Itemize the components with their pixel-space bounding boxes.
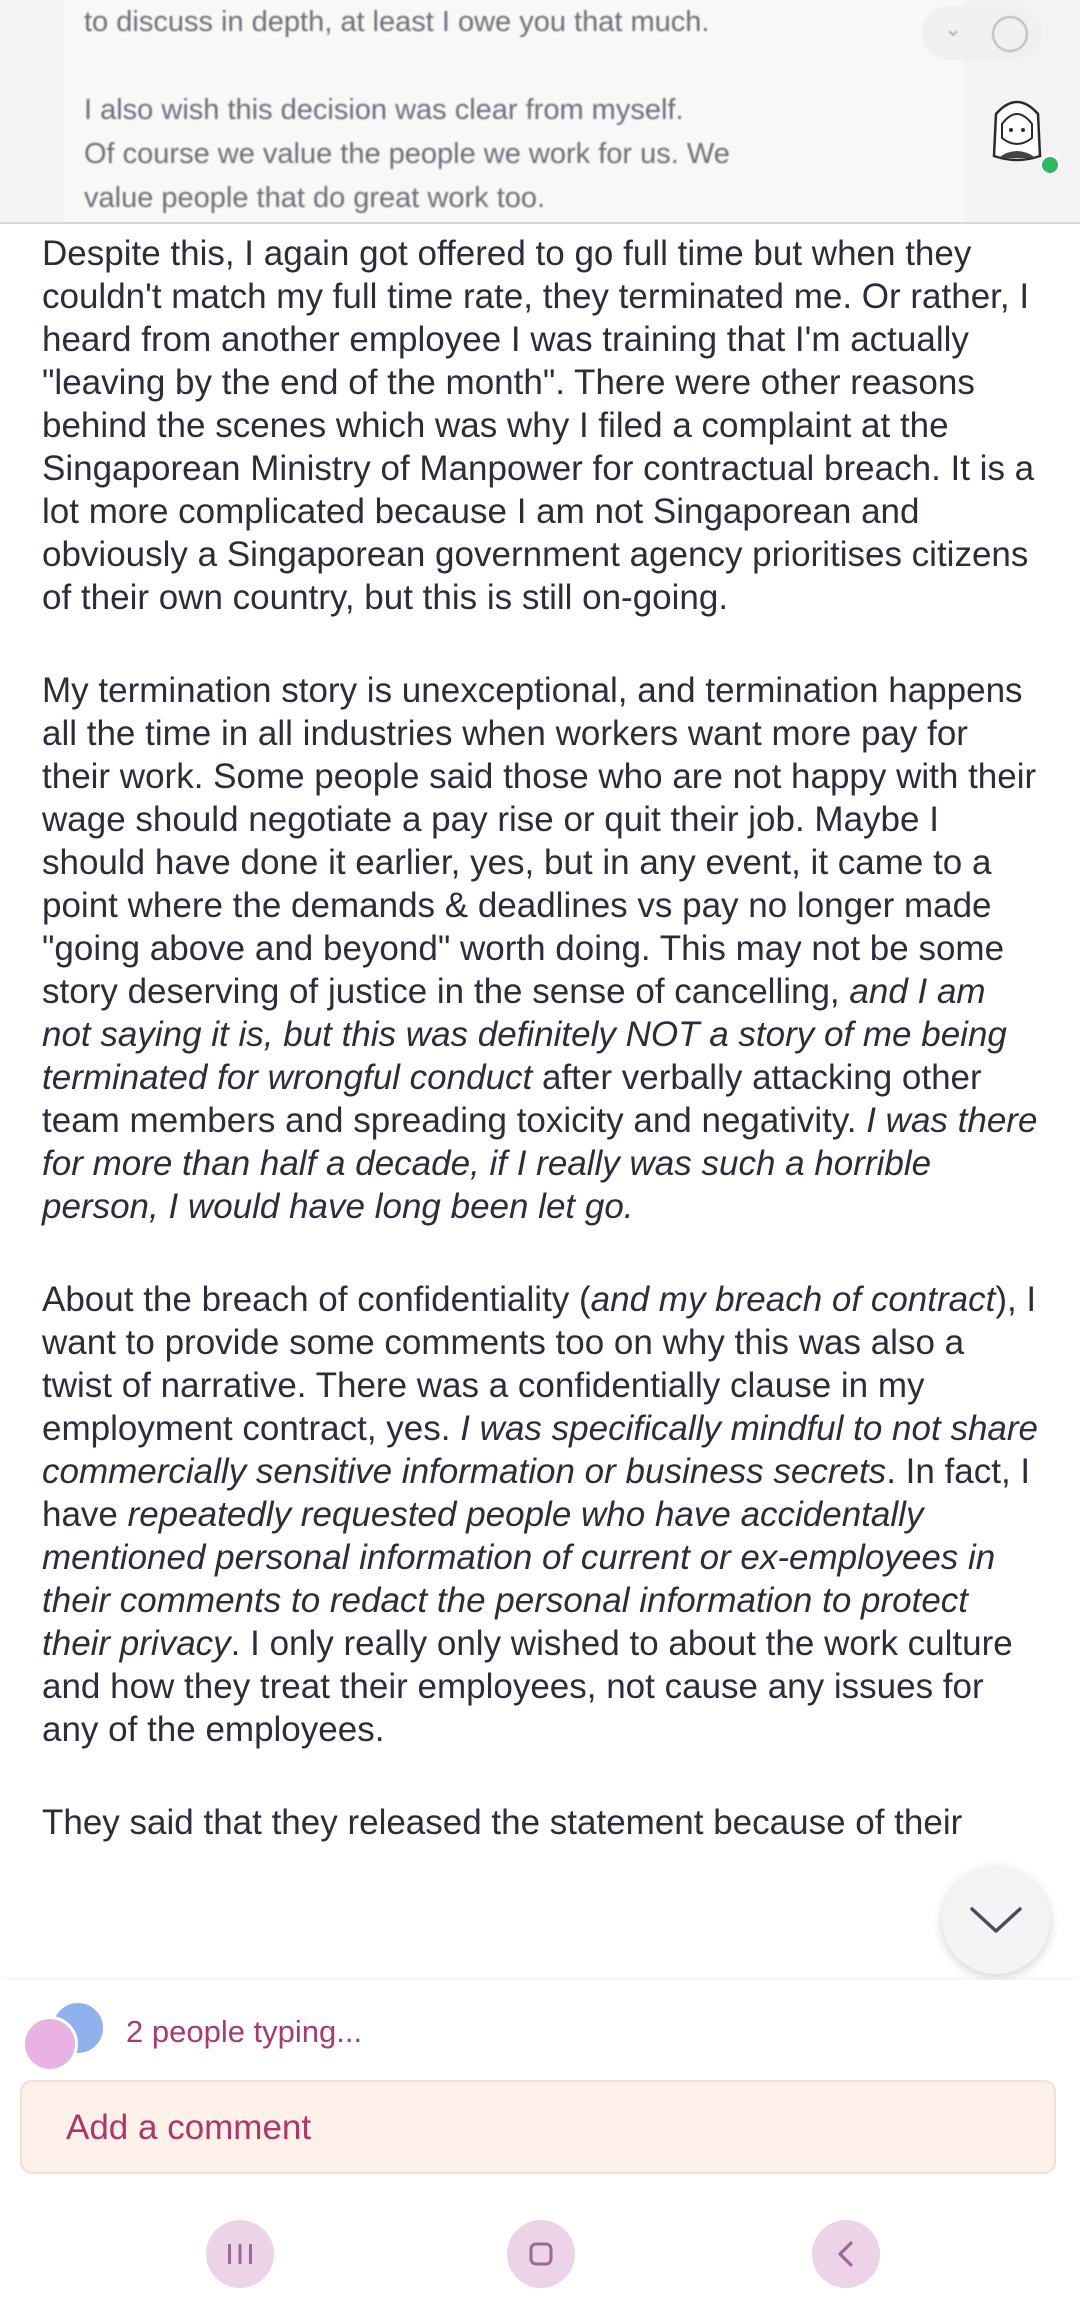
recents-icon	[225, 2241, 255, 2267]
emoji-face-icon	[992, 16, 1028, 52]
paragraph-2-italic-d: I was there for more than half a decade, if I really was such a horrible person, I would have long been let go.	[42, 1101, 1038, 1226]
paragraph-3-part-e: . In fact, I have	[42, 1452, 1031, 1534]
recents-button[interactable]	[206, 2220, 274, 2288]
back-button[interactable]	[812, 2220, 880, 2288]
paragraph-3-italic-b: and my breach of contract	[590, 1280, 996, 1319]
comment-box[interactable]	[20, 2080, 1056, 2174]
quoted-line-3: Of course we value the people we work for us. We	[84, 138, 730, 170]
typing-text: 2 people typing...	[126, 2014, 363, 2049]
paragraph-1: Despite this, I again got offered to go full time but when they couldn't match my full time rate, they terminated me. Or rather, I heard from another employee I was training that I'm actually "leaving by the end of the month". There were other reasons behind the scenes which was why I filed a complaint at the Singaporean Ministry of Manpower for contractual breach. It is a lot more complicated because I am not Singaporean and obviously a Singaporean government agency prioritises citizens of their own country, but this is still on-going.	[42, 234, 1035, 617]
paragraph-2-part-a: My termination story is unexceptional, and termination happens all the time in all industries when workers want more pay for their work. Some people said those who are not happy with their wage should negotiate a pay rise or quit their job. Maybe I should have done it earlier, yes, but in any event, it came to a point where the demands & deadlines vs pay no longer made "going above and beyond" worth doing. This may not be some story deserving of justice in the sense of cancelling,	[42, 671, 1037, 1011]
chevron-icon: ⌄	[944, 16, 963, 41]
paragraph-2	[42, 669, 1042, 1228]
paragraph-3-italic-d: I was specifically mindful to not share commercially sensitive information or business secrets	[42, 1409, 1038, 1491]
author-avatar[interactable]	[986, 94, 1048, 164]
paragraph-3-part-g: . I only really only wished to about the work culture and how they treat their employees, not cause any issues for any of the employees.	[42, 1624, 1013, 1749]
paragraph-3-italic-f: repeatedly requested people who have accidentally mentioned personal information of current or ex-employees in their comments to redact the personal information to protect their privacy	[42, 1495, 996, 1663]
quoted-line-4: value people that do great work too.	[84, 182, 546, 214]
system-nav-bar	[0, 2220, 1080, 2316]
quoted-line-1: to discuss in depth, at least I owe you that much.	[84, 6, 710, 38]
reaction-pill	[922, 6, 1042, 60]
comment-input[interactable]	[64, 2082, 1028, 2174]
home-button[interactable]	[507, 2220, 575, 2288]
quoted-image[interactable]	[0, 0, 1080, 224]
scroll-down-button[interactable]	[942, 1866, 1050, 1974]
paragraph-3-part-c: ), I want to provide some comments too on why this was also a twist of narrative. There was a confidentially clause in my employment contract, yes.	[42, 1280, 1037, 1448]
home-icon	[526, 2239, 556, 2269]
paragraph-2-italic-b: and I am not saying it is, but this was definitely NOT a story of me being terminated for wrongful conduct	[42, 972, 1007, 1097]
typing-indicator	[22, 2000, 722, 2060]
article-body	[42, 232, 1042, 1894]
paragraph-3-part-a: About the breach of confidentiality (	[42, 1280, 591, 1319]
back-icon	[831, 2239, 861, 2269]
paragraph-2-part-c: after verbally attacking other team members and spreading toxicity and negativity.	[42, 1058, 982, 1140]
online-status-dot	[1040, 155, 1060, 175]
paragraph-4: They said that they released the statement because of their	[42, 1803, 963, 1842]
chevron-down-icon	[969, 1905, 1023, 1935]
paragraph-3	[42, 1278, 1042, 1751]
quoted-line-2: I also wish this decision was clear from myself.	[84, 94, 684, 126]
typing-avatar-1	[22, 2016, 78, 2072]
